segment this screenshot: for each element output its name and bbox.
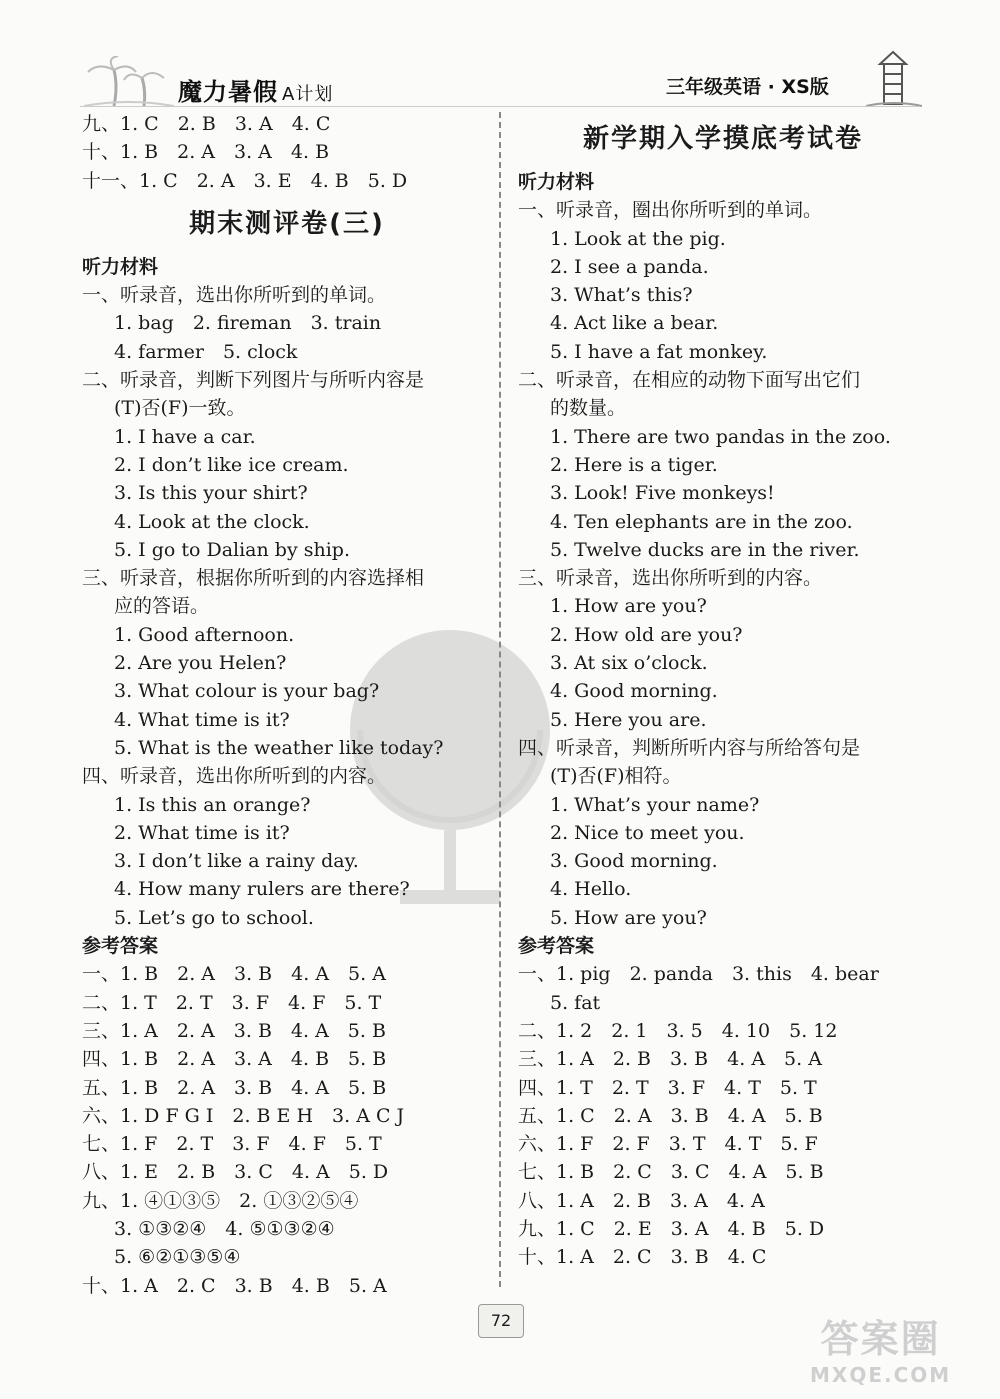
question-line: 十、1. A 2. C 3. B 4. C — [518, 1246, 767, 1269]
content-line: 1. bag 2. fireman 3. train — [114, 312, 382, 335]
column-divider — [499, 112, 501, 1287]
listening-label: 听力材料 — [518, 171, 595, 193]
content-line: 5. I have a fat monkey. — [550, 340, 768, 363]
content-line: 5. Twelve ducks are in the river. — [550, 538, 860, 561]
content-line: 2. I don’t like ice cream. — [114, 453, 349, 476]
content-line: 1. Is this an orange? — [114, 793, 311, 816]
question-line: 一、1. pig 2. panda 3. this 4. bear — [518, 963, 879, 986]
question-line: 七、1. B 2. C 3. C 4. A 5. B — [518, 1161, 824, 1184]
question-line: 四、听录音，判断所听内容与所给答句是 — [518, 736, 861, 759]
question-line: 七、1. F 2. T 3. F 4. F 5. T — [82, 1133, 382, 1156]
question-line: 四、1. T 2. T 3. F 4. T 5. T — [518, 1076, 817, 1099]
answer-lines — [518, 960, 928, 1271]
content-line: 5. How are you? — [550, 906, 707, 929]
prev-answer-line: 十、1. B 2. A 3. A 4. B — [82, 141, 330, 164]
header-rule — [80, 106, 920, 107]
question-line: 六、1. F 2. F 3. T 4. T 5. F — [518, 1133, 818, 1156]
content-line: 4. What time is it? — [114, 708, 290, 731]
answers-label: 参考答案 — [518, 935, 595, 958]
question-line: 二、听录音，判断下列图片与所听内容是 — [82, 369, 425, 392]
question-line: 五、1. B 2. A 3. B 4. A 5. B — [82, 1076, 387, 1099]
brand-title — [178, 72, 333, 107]
content-line: 2. Are you Helen? — [114, 652, 287, 675]
content-line: 1. I have a car. — [114, 425, 256, 448]
question-line: 三、听录音，选出你所听到的内容。 — [518, 567, 823, 590]
brand-name: 魔力暑假 — [178, 78, 278, 106]
question-line: 三、听录音，根据你所听到的内容选择相 — [82, 567, 425, 590]
content-line: 3. At six o’clock. — [550, 652, 708, 675]
content-line: 应的答语。 — [114, 595, 210, 618]
question-line: 三、1. A 2. A 3. B 4. A 5. B — [82, 1019, 386, 1042]
grade-label: 三年级英语 · XS版 — [666, 76, 829, 98]
content-line: 2. What time is it? — [114, 821, 290, 844]
question-line: 一、听录音，圈出你所听到的单词。 — [518, 199, 823, 222]
content-line: 2. Here is a tiger. — [550, 453, 718, 476]
question-line: 九、1. C 2. E 3. A 4. B 5. D — [518, 1217, 825, 1240]
question-line: 一、1. B 2. A 3. B 4. A 5. A — [82, 963, 386, 986]
question-line: 九、1. ④①③⑤ 2. ①③②⑤④ — [82, 1189, 359, 1212]
logo-text: 答案圈 — [820, 1317, 941, 1361]
prev-answer-line: 九、1. C 2. B 3. A 4. C — [82, 113, 331, 135]
content-line: 3. ①③②④ 4. ⑤①③②④ — [114, 1217, 335, 1240]
content-line: 3. I don’t like a rainy day. — [114, 850, 359, 873]
content-line: 5. I go to Dalian by ship. — [114, 538, 350, 561]
section-title-entrance-test: 新学期入学摸底考试卷 — [582, 124, 863, 154]
answer-lines — [82, 960, 492, 1300]
question-line: 二、1. 2 2. 1 3. 5 4. 10 5. 12 — [518, 1019, 838, 1042]
content-line: (T)否(F)一致。 — [114, 397, 246, 420]
question-line: 六、1. D F G I 2. B E H 3. A C J — [82, 1104, 405, 1127]
content-line: 3. Is this your shirt? — [114, 482, 308, 505]
section-title-final-exam: 期末测评卷(三) — [189, 208, 385, 239]
question-line: 八、1. E 2. B 3. C 4. A 5. D — [82, 1161, 389, 1184]
content-line: 5. Here you are. — [550, 708, 707, 731]
content-line: 4. Act like a bear. — [550, 312, 719, 335]
question-line: 五、1. C 2. A 3. B 4. A 5. B — [518, 1104, 823, 1127]
content-line: 5. What is the weather like today? — [114, 736, 444, 759]
content-line: 2. Nice to meet you. — [550, 821, 745, 844]
content-line: 1. Look at the pig. — [550, 227, 726, 250]
content-line: 3. What’s this? — [550, 284, 693, 307]
content-line: 5. Let’s go to school. — [114, 906, 314, 929]
content-line: 4. farmer 5. clock — [114, 340, 298, 363]
page-number: 72 — [478, 1304, 524, 1338]
content-line: 1. Good afternoon. — [114, 623, 295, 646]
listening-label: 听力材料 — [82, 255, 159, 278]
lighthouse-icon — [866, 50, 922, 108]
content-line: 2. How old are you? — [550, 623, 743, 646]
content-line: 1. What’s your name? — [550, 793, 760, 816]
content-line: 5. ⑥②①③⑤④ — [114, 1246, 241, 1269]
listening-lines — [518, 196, 928, 932]
content-line: 1. How are you? — [550, 595, 707, 618]
listening-lines — [82, 281, 492, 932]
question-line: 四、1. B 2. A 3. A 4. B 5. B — [82, 1048, 387, 1071]
content-line: 4. Look at the clock. — [114, 510, 310, 533]
content-line: 4. Ten elephants are in the zoo. — [550, 510, 853, 533]
site-logo — [810, 1308, 951, 1387]
question-line: 二、听录音，在相应的动物下面写出它们 — [518, 369, 861, 392]
content-line: 3. Good morning. — [550, 850, 718, 873]
question-line: 三、1. A 2. B 3. B 4. A 5. A — [518, 1048, 822, 1071]
content-line: 5. fat — [550, 991, 601, 1014]
palm-tree-icon — [84, 56, 174, 108]
question-line: 四、听录音，选出你所听到的内容。 — [82, 765, 387, 788]
question-line: 十、1. A 2. C 3. B 4. B 5. A — [82, 1274, 387, 1297]
content-line: (T)否(F)相符。 — [550, 765, 682, 788]
page-header — [0, 0, 1000, 112]
logo-url: MXQE.COM — [810, 1363, 952, 1387]
question-line: 八、1. A 2. B 3. A 4. A — [518, 1189, 765, 1212]
content-line: 3. What colour is your bag? — [114, 680, 380, 703]
content-line: 2. I see a panda. — [550, 255, 709, 278]
question-line: 一、听录音，选出你所听到的单词。 — [82, 284, 387, 307]
content-line: 4. Hello. — [550, 878, 632, 901]
answers-label: 参考答案 — [82, 935, 159, 958]
left-column — [82, 110, 492, 1300]
content-line: 4. How many rulers are there? — [114, 878, 410, 901]
question-line: 二、1. T 2. T 3. F 4. F 5. T — [82, 991, 382, 1014]
right-column — [518, 110, 928, 1272]
content-line: 的数量。 — [550, 397, 627, 420]
brand-plan: A计划 — [282, 84, 334, 105]
prev-answer-line: 十一、1. C 2. A 3. E 4. B 5. D — [82, 169, 408, 192]
content-line: 1. There are two pandas in the zoo. — [550, 425, 891, 448]
content-line: 4. Good morning. — [550, 680, 718, 703]
content-line: 3. Look! Five monkeys! — [550, 482, 775, 505]
